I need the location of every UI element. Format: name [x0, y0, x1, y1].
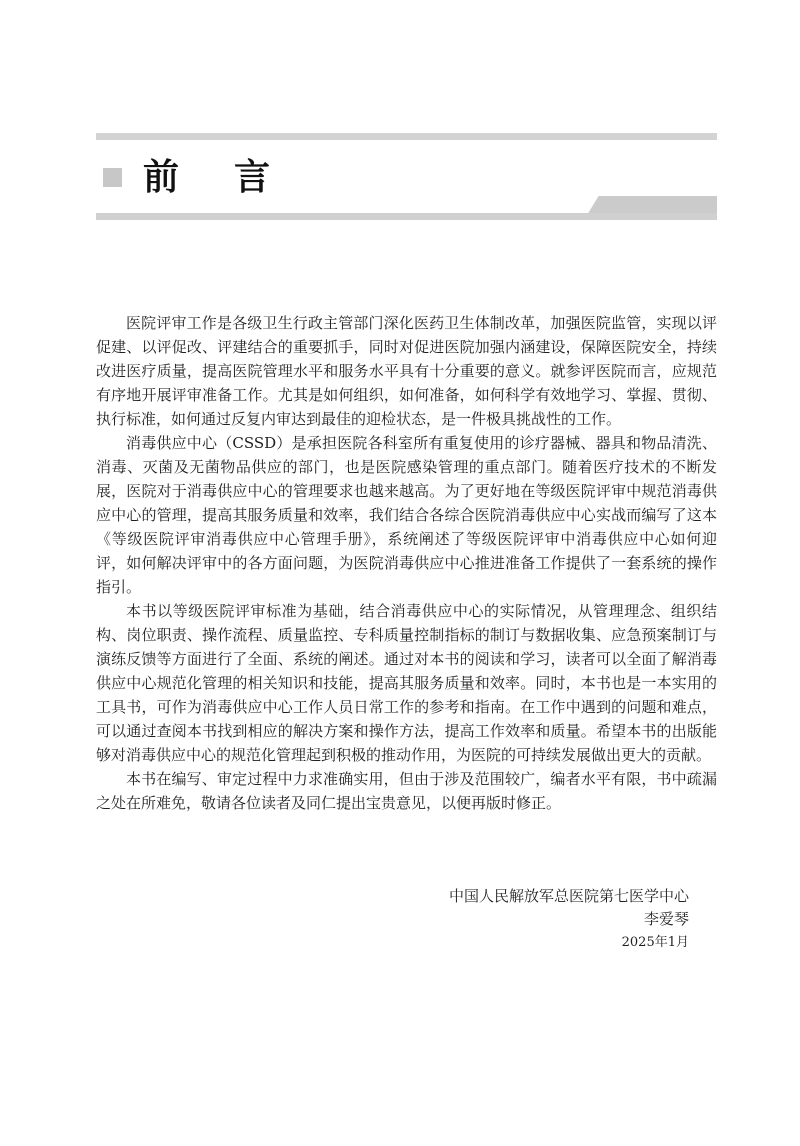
signature-organization: 中国人民解放军总医院第七医学中心 — [448, 887, 689, 905]
top-divider — [96, 133, 717, 140]
preface-paragraph: 本书以等级医院评审标准为基础，结合消毒供应中心的实际情况，从管理理念、组织结构、岗位职责、操作流程、质量监控、专科质量控制指标的制订与数据收集、应急预案制订与演练反馈等方面进行了全面、系统的阐述。通过对本书的阅读和学习，读者可以全面了解消毒供应中心规范化管理的相关知识和技能，提高其服务质量和效率。同时，本书也是一本实用的工具书，可作为消毒供应中心工作人员日常工作的参考和指南。在工作中遇到的问题和难点，可以通过查阅本书找到相应的解决方案和操作方法，提高工作效率和质量。希望本书的出版能够对消毒供应中心的规范化管理起到积极的推动作用，为医院的可持续发展做出更大的贡献。 — [96, 602, 717, 764]
preface-body — [96, 311, 717, 815]
signature-author: 李爱琴 — [643, 910, 689, 928]
page-title: 前言 — [143, 157, 326, 198]
preface-paragraph: 本书在编写、审定过程中力求准确实用，但由于涉及范围较广，编者水平有限，书中疏漏之处在所难免，敬请各位读者及同仁提出宝贵意见，以便再版时修正。 — [96, 770, 717, 812]
heading-square-icon — [103, 168, 122, 187]
preface-paragraph: 医院评审工作是各级卫生行政主管部门深化医药卫生体制改革，加强医院监管，实现以评促建、以评促改、评建结合的重要抓手，同时对促进医院加强内涵建设，保障医院安全，持续改进医疗质量，提高医院管理水平和服务水平具有十分重要的意义。就参评医院而言，应规范有序地开展评审准备工作。尤其是如何组织，如何准备，如何科学有效地学习、掌握、贯彻、执行标准，如何通过反复内审达到最佳的迎检状态，是一件极具挑战性的工作。 — [96, 314, 717, 428]
signature-date: 2025年1月 — [621, 935, 689, 950]
preface-paragraph: 消毒供应中心（CSSD）是承担医院各科室所有重复使用的诊疗器械、器具和物品清洗、消毒、灭菌及无菌物品供应的部门，也是医院感染管理的重点部门。随着医疗技术的不断发展，医院对于消毒供应中心的管理要求也越来越高。为了更好地在等级医院评审中规范消毒供应中心的管理，提高其服务质量和效率，我们结合各综合医院消毒供应中心实战而编写了这本《等级医院评审消毒供应中心管理手册》，系统阐述了等级医院评审中消毒供应中心如何迎评，如何解决评审中的各方面问题，为医院消毒供应中心推进准备工作提供了一套系统的操作指引。 — [96, 434, 717, 596]
signature-block — [96, 885, 717, 953]
bottom-divider — [96, 213, 717, 220]
